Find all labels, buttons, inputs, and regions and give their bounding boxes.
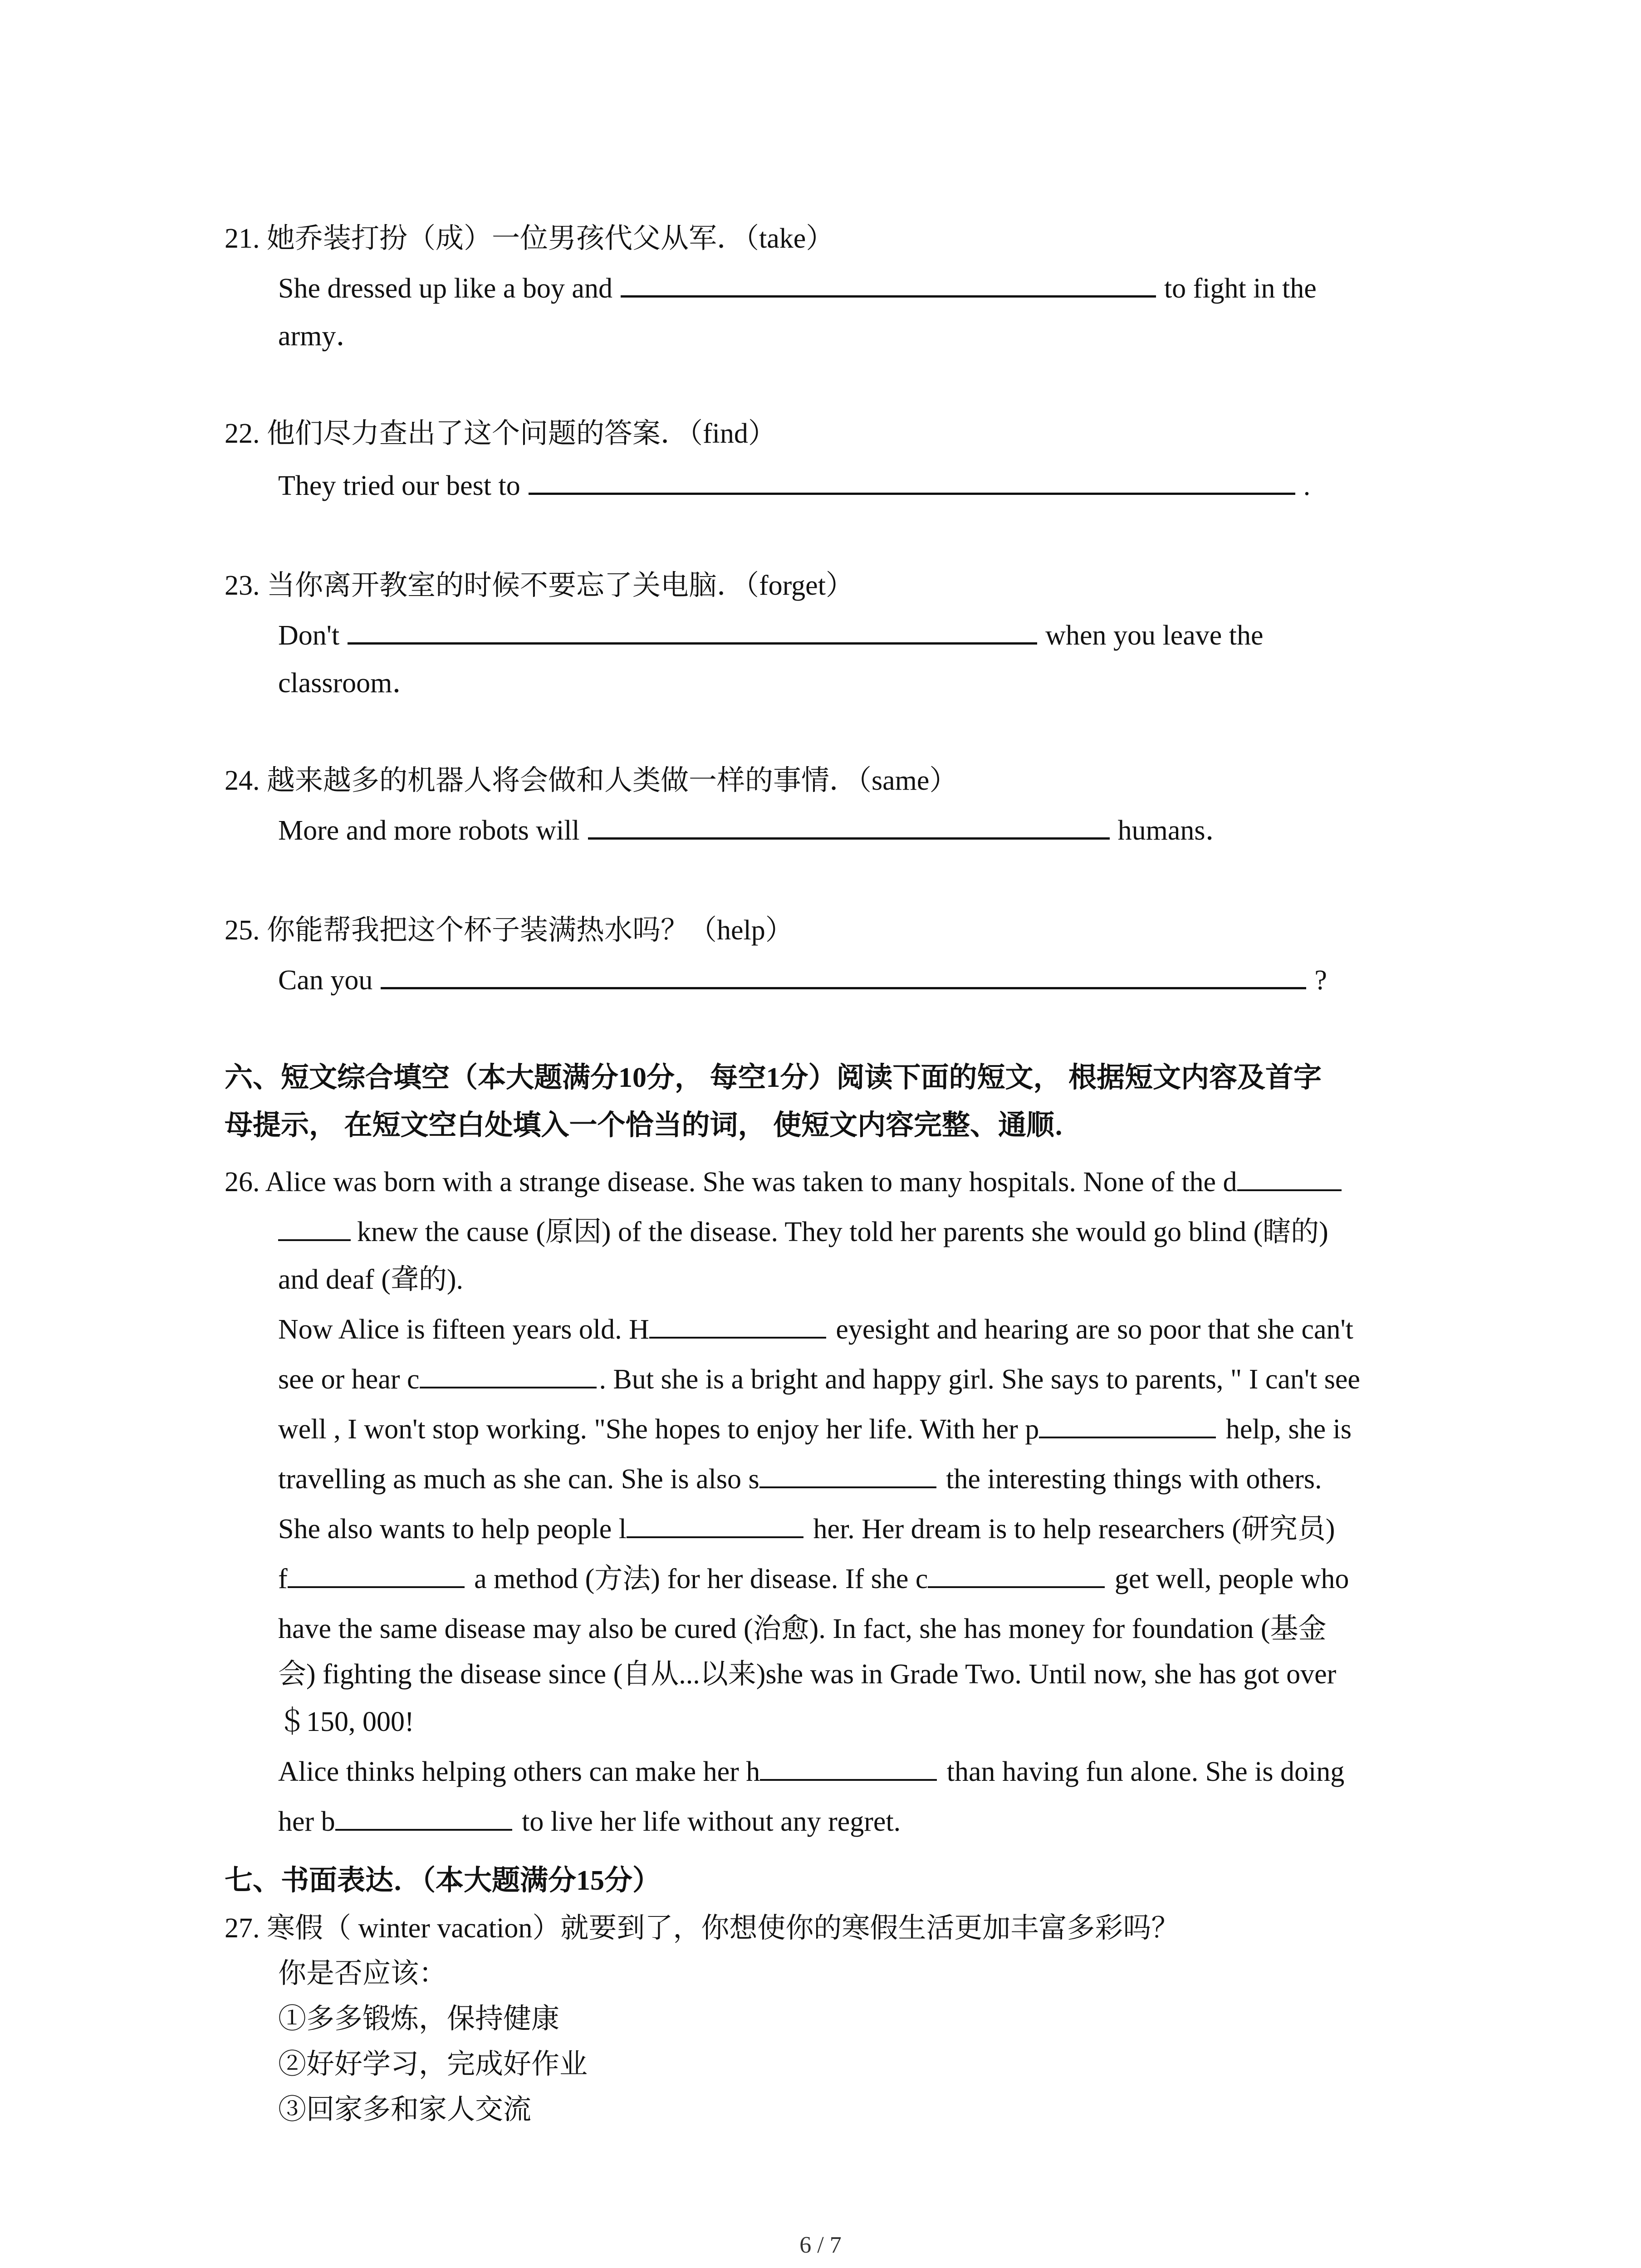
q23-english-line [278, 617, 1264, 655]
q26-line9-text-a: f [278, 1564, 288, 1594]
q26-line14-text-a: her b [278, 1806, 335, 1837]
q26-blank-1b[interactable] [278, 1235, 351, 1241]
page-number: 6 / 7 [799, 2232, 842, 2258]
q24-chinese: 24. 越来越多的机器人将会做和人类做一样的事情．（same） [225, 765, 958, 796]
q26-line8-text-a: She also wants to help people l [278, 1514, 627, 1545]
q21-english-cont: army． [278, 321, 364, 352]
q24-text-before: More and more robots will [278, 815, 580, 846]
q26-line14 [278, 1803, 901, 1841]
q22-blank[interactable] [529, 488, 1295, 495]
q26-line4-text-b: eyesight and hearing are so poor that she can't [836, 1314, 1353, 1345]
q26-line7 [278, 1461, 1322, 1499]
q27-item-1: ①多多锻炼，保持健康 [278, 2004, 560, 2034]
q26-line4-text-a: Now Alice is fifteen years old. H [278, 1314, 649, 1345]
q26-line6-text-a: well , I won't stop working. "She hopes to enjoy her life. With her p [278, 1414, 1039, 1445]
q26-line1-text: 26. Alice was born with a strange disease. She was taken to many hospitals. None of the d [225, 1167, 1237, 1198]
q27-item-3: ③回家多和家人交流 [278, 2094, 532, 2125]
q23-text-after: when you leave the [1045, 620, 1264, 651]
section6-heading-line2: 母提示， 在短文空白处填入一个恰当的词， 使短文内容完整、通顺． [225, 1110, 1083, 1141]
q26-line1 [225, 1163, 1344, 1202]
q26-blank-4[interactable] [1039, 1432, 1216, 1438]
q21-english-line [278, 270, 1317, 308]
q26-blank-10[interactable] [335, 1824, 512, 1831]
q26-line13-text-b: than having fun alone. She is doing [946, 1756, 1345, 1787]
q23-english-cont: classroom． [278, 668, 421, 699]
q26-line9 [278, 1560, 1349, 1598]
q23-blank[interactable] [348, 638, 1037, 645]
q22-text-after: . [1303, 470, 1311, 501]
q22-text-before: They tried our best to [278, 470, 520, 501]
q26-line4 [278, 1311, 1353, 1349]
q26-line3: and deaf (聋的). [278, 1264, 463, 1295]
q26-line9-text-c: get well, people who [1114, 1564, 1349, 1594]
q26-line13-text-a: Alice thinks helping others can make her h [278, 1756, 760, 1787]
q25-blank[interactable] [381, 982, 1306, 989]
q26-line2 [278, 1213, 1328, 1251]
q26-blank-2[interactable] [649, 1332, 826, 1339]
q27-line2: 你是否应该： [278, 1958, 447, 1989]
q26-line5-text-b: . But she is a bright and happy girl. She says to parents, " I can't see [599, 1364, 1360, 1395]
q26-line2-text: knew the cause (原因) of the disease. They told her parents she would go blind (瞎的) [357, 1217, 1328, 1247]
q26-line7-text-a: travelling as much as she can. She is also s [278, 1464, 759, 1495]
q27-line1: 27. 寒假（ winter vacation）就要到了，你想使你的寒假生活更加丰富多彩吗？ [225, 1913, 1180, 1944]
q22-chinese: 22. 他们尽力查出了这个问题的答案．（find） [225, 418, 776, 449]
q23-chinese: 23. 当你离开教室的时候不要忘了关电脑．（forget） [225, 570, 854, 601]
q21-chinese: 21. 她乔装打扮（成）一位男孩代父从军．（take） [225, 223, 834, 254]
q24-text-after: humans． [1117, 815, 1234, 846]
q25-text-after: ? [1314, 965, 1327, 996]
q26-line13 [278, 1753, 1344, 1791]
q25-chinese: 25. 你能帮我把这个杯子装满热水吗？（help） [225, 915, 794, 946]
q26-line12: ＄150, 000! [278, 1706, 414, 1737]
section6-heading-line1: 六、短文综合填空（本大题满分10分， 每空1分）阅读下面的短文， 根据短文内容及首字 [225, 1062, 1322, 1093]
q21-blank[interactable] [621, 291, 1156, 298]
q26-blank-3[interactable] [420, 1382, 597, 1388]
section7-heading: 七、书面表达．（本大题满分15分） [225, 1865, 661, 1896]
q26-line14-text-b: to live her life without any regret. [522, 1806, 901, 1837]
q26-line6 [278, 1411, 1352, 1449]
q26-blank-5[interactable] [759, 1482, 936, 1488]
q26-line8-text-b: her. Her dream is to help researchers (研究员) [813, 1514, 1335, 1545]
q24-english-line [278, 812, 1234, 850]
q25-english-line [278, 962, 1327, 1000]
q26-line10: have the same disease may also be cured (治愈). In fact, she has money for foundation (基金 [278, 1613, 1327, 1644]
q26-line8 [278, 1510, 1335, 1549]
q26-line7-text-b: the interesting things with others. [946, 1464, 1322, 1495]
q26-blank-6[interactable] [627, 1532, 803, 1538]
q26-blank-1a[interactable] [1237, 1185, 1342, 1191]
q21-text-after: to fight in the [1164, 273, 1317, 304]
q26-blank-7[interactable] [288, 1582, 465, 1588]
q27-item-2: ②好好学习，完成好作业 [278, 2049, 588, 2080]
q26-line9-text-b: a method (方法) for her disease. If she c [474, 1564, 928, 1594]
q22-english-line [278, 467, 1310, 505]
q26-line5-text-a: see or hear c [278, 1364, 420, 1395]
q26-line11: 会) fighting the disease since (自从...以来)she was in Grade Two. Until now, she has got over [278, 1659, 1337, 1690]
q23-text-before: Don't [278, 620, 340, 651]
q26-line6-text-b: help, she is [1225, 1414, 1352, 1445]
q25-text-before: Can you [278, 965, 373, 996]
q26-blank-8[interactable] [928, 1582, 1105, 1588]
q21-text-before: She dressed up like a boy and [278, 273, 612, 304]
q24-blank[interactable] [588, 833, 1110, 840]
q26-blank-9[interactable] [760, 1774, 937, 1781]
q26-line5 [278, 1361, 1360, 1399]
